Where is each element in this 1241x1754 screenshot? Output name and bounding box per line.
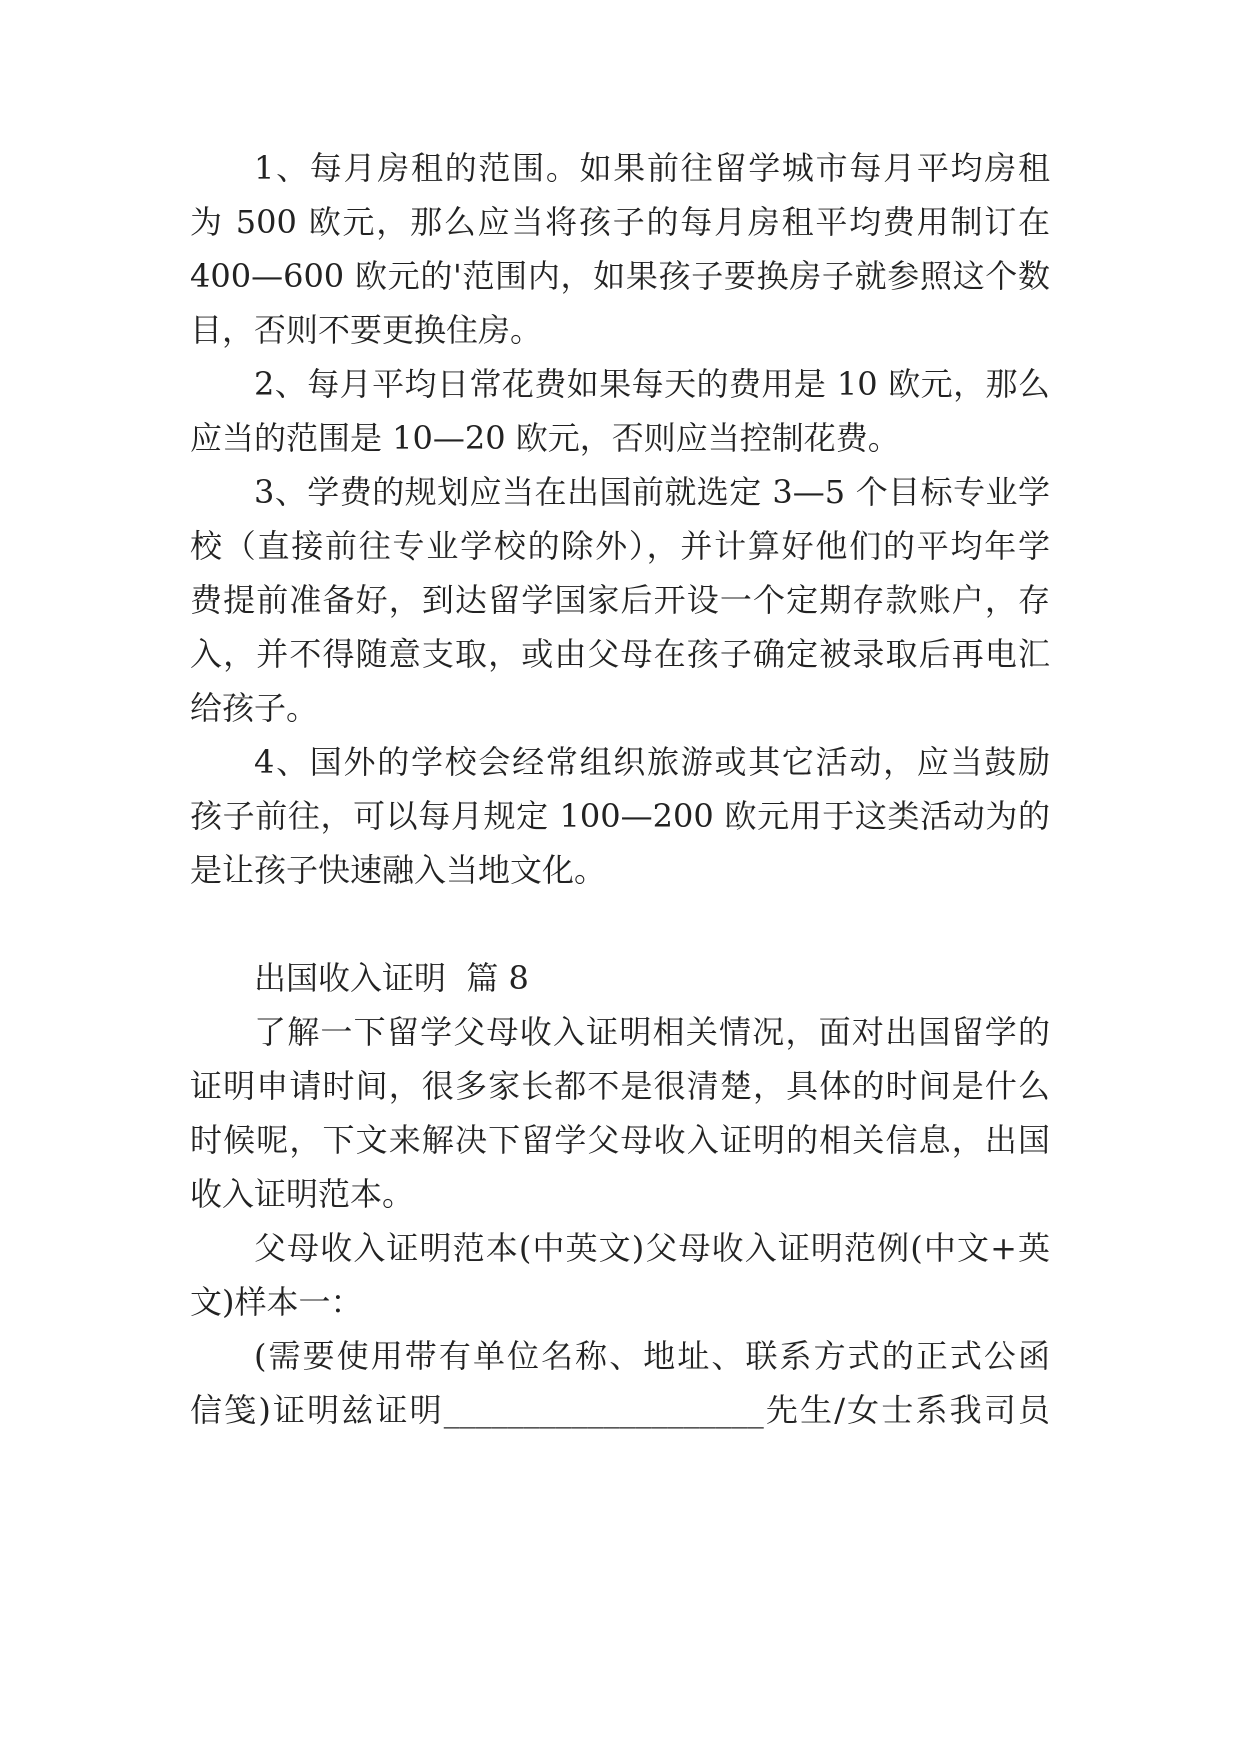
paragraph-3-line-1: 3、学费的规划应当在出国前就选定 3—5 个目标专业学 (254, 473, 1050, 511)
paragraph-3-line-5: 给孩子。 (190, 689, 319, 727)
paragraph-4-line-1: 4、国外的学校会经常组织旅游或其它活动，应当鼓励 (254, 743, 1050, 781)
paragraph-3-line-3: 费提前准备好，到达留学国家后开设一个定期存款账户，存 (190, 581, 1050, 619)
paragraph-2-line-2: 应当的范围是 10—20 欧元，否则应当控制花费。 (190, 419, 900, 457)
section-heading: 出国收入证明 篇 8 (254, 959, 529, 997)
paragraph-6-line-2: 文)样本一： (190, 1283, 363, 1321)
paragraph-1-line-4: 目，否则不要更换住房。 (190, 311, 543, 349)
paragraph-4-line-2: 孩子前往，可以每月规定 100—200 欧元用于这类活动为的 (190, 797, 1050, 835)
paragraph-5-line-1: 了解一下留学父母收入证明相关情况，面对出国留学的 (254, 1013, 1050, 1051)
paragraph-1-line-1: 1、每月房租的范围。如果前往留学城市每月平均房租 (254, 149, 1050, 187)
paragraph-5-line-2: 证明申请时间，很多家长都不是很清楚，具体的时间是什么 (190, 1067, 1050, 1105)
paragraph-5-line-4: 收入证明范本。 (190, 1175, 415, 1213)
paragraph-1-line-2: 为 500 欧元，那么应当将孩子的每月房租平均费用制订在 (190, 203, 1050, 241)
paragraph-3-line-4: 入，并不得随意支取，或由父母在孩子确定被录取后再电汇 (190, 635, 1050, 673)
paragraph-7-line-2: 信笺)证明兹证明____________________先生/女士系我司员 (190, 1391, 1050, 1429)
paragraph-4-line-3: 是让孩子快速融入当地文化。 (190, 851, 607, 889)
paragraph-6-line-1: 父母收入证明范本(中英文)父母收入证明范例(中文+英 (254, 1229, 1050, 1267)
paragraph-7-line-1: (需要使用带有单位名称、地址、联系方式的正式公函 (254, 1337, 1050, 1375)
paragraph-2-line-1: 2、每月平均日常花费如果每天的费用是 10 欧元，那么 (254, 365, 1050, 403)
paragraph-1-line-3: 400—600 欧元的'范围内，如果孩子要换房子就参照这个数 (190, 257, 1050, 295)
paragraph-5-line-3: 时候呢，下文来解决下留学父母收入证明的相关信息，出国 (190, 1121, 1050, 1159)
paragraph-3-line-2: 校（直接前往专业学校的除外），并计算好他们的平均年学 (190, 527, 1050, 565)
